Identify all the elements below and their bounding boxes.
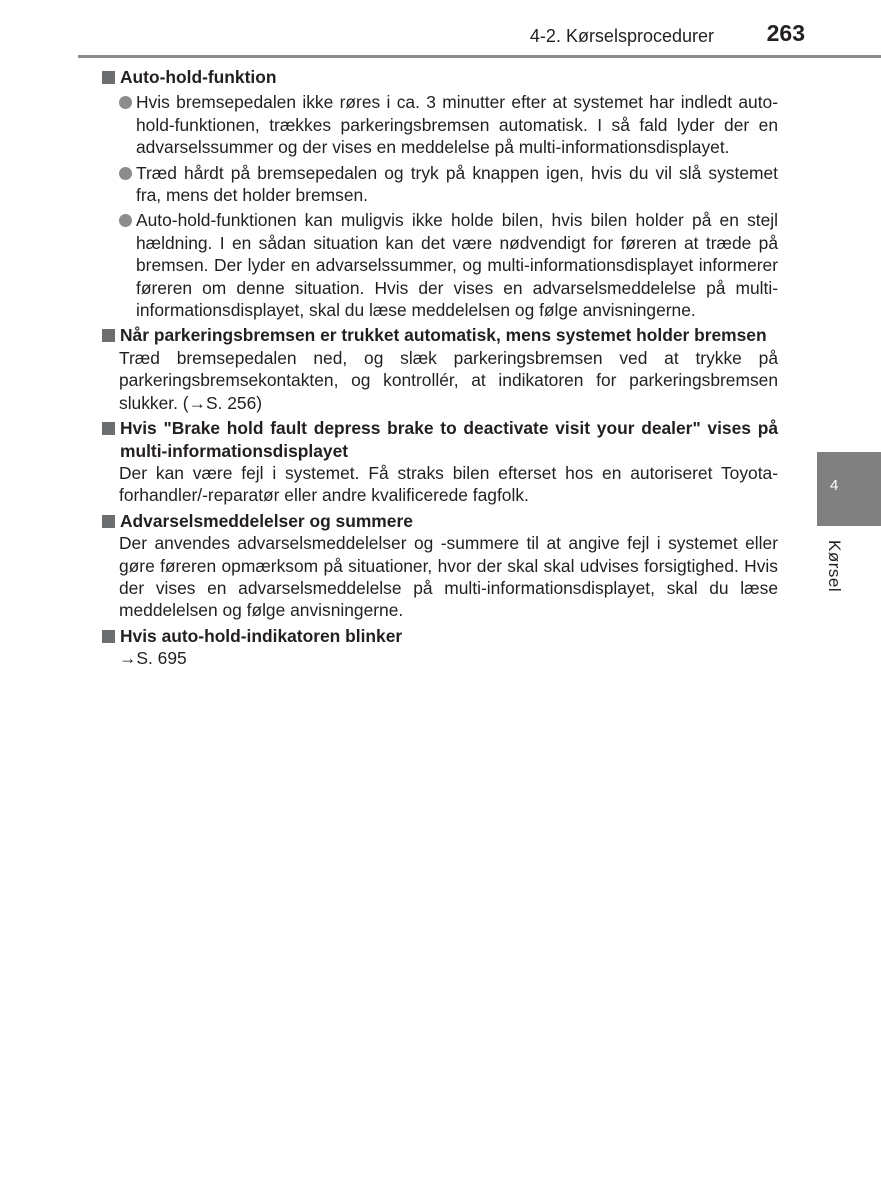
chapter-title: 4-2. Kørselsprocedurer bbox=[529, 26, 714, 46]
section-indicator-blinks bbox=[100, 625, 778, 670]
list-item bbox=[119, 91, 778, 158]
circle-bullet-icon bbox=[119, 214, 132, 227]
page-number: 263 bbox=[766, 20, 805, 46]
section-warnings bbox=[100, 510, 778, 622]
header-divider bbox=[78, 55, 881, 58]
section-body: Der kan være fejl i systemet. Få straks bilen efterset hos en autoriseret Toyota-forhandler/-reparatør eller andre kvalificerede fagfolk. bbox=[119, 462, 778, 506]
page-reference-link[interactable]: →S. 695 bbox=[119, 648, 187, 669]
section-heading bbox=[100, 417, 778, 462]
list-item-text: Hvis bremsepedalen ikke røres i ca. 3 minutter efter at systemet har indledt auto-hold-funktionen, trækkes parkeringsbremsen automatisk. I så fald lyder der en advarselssummer og der vises en meddelelse på multi-informationsdisplayet. bbox=[136, 92, 778, 158]
section-auto-hold bbox=[100, 66, 778, 321]
section-body: Træd bremsepedalen ned, og slæk parkeringsbremsen ved at trykke på parkeringsbremsekontakten, og kontrollér, at indikatoren for parkeringsbremsen slukker. (→S. 256) bbox=[119, 347, 778, 413]
circle-bullet-icon bbox=[119, 96, 132, 109]
square-bullet-icon bbox=[102, 515, 115, 528]
square-bullet-icon bbox=[102, 630, 115, 643]
section-heading-text: Hvis auto-hold-indikatoren blinker bbox=[120, 625, 403, 646]
section-heading bbox=[100, 66, 778, 88]
section-brake-hold-fault bbox=[100, 417, 778, 507]
section-heading-text: Auto-hold-funktion bbox=[120, 67, 277, 87]
section-parking-brake bbox=[100, 324, 778, 414]
square-bullet-icon bbox=[102, 329, 115, 342]
list-item bbox=[119, 209, 778, 321]
section-heading bbox=[100, 324, 778, 346]
section-body: Der anvendes advarselsmeddelelser og -summere til at angive fejl i systemet eller gøre føreren opmærksom på situationer, hvor der skal skal udvises forsigtighed. Hvis der vises en advarselsmeddelelse på multi-informationsdisplayet, skal du læse meddelelsen og følge anvisningerne. bbox=[119, 533, 778, 621]
page-content bbox=[100, 66, 778, 673]
chapter-tab[interactable] bbox=[817, 452, 881, 526]
square-bullet-icon bbox=[102, 422, 115, 435]
chapter-tab-number: 4 bbox=[830, 477, 839, 494]
list-item bbox=[119, 162, 778, 207]
square-bullet-icon bbox=[102, 71, 115, 84]
list-item-text: Træd hårdt på bremsepedalen og tryk på knappen igen, hvis du vil slå systemet fra, mens det holder bremsen. bbox=[136, 162, 778, 206]
list-item-text: Auto-hold-funktionen kan muligvis ikke holde bilen, hvis bilen holder på en stejl hældning. I en sådan situation kan det være nødvendigt for føreren at træde på bremsen. Der lyder en advarselssummer, og multi-informationsdisplayet informerer føreren om denne situation. Hvis der vises en advarselsmeddelelse på multi-informationsdisplayet, skal du læse meddelelsen og følge anvisningerne. bbox=[136, 210, 778, 321]
section-heading-text: Hvis "Brake hold fault depress brake to deactivate visit your dealer" vises på multi-informationsdisplayet bbox=[120, 418, 778, 461]
section-heading-text: Advarselsmeddelelser og summere bbox=[120, 510, 413, 531]
chapter-tab-label: Kørsel bbox=[825, 540, 844, 593]
section-heading-text: Når parkeringsbremsen er trukket automatisk, mens systemet holder bremsen bbox=[120, 325, 767, 346]
section-heading bbox=[100, 510, 778, 532]
circle-bullet-icon bbox=[119, 167, 132, 180]
section-heading bbox=[100, 625, 778, 647]
